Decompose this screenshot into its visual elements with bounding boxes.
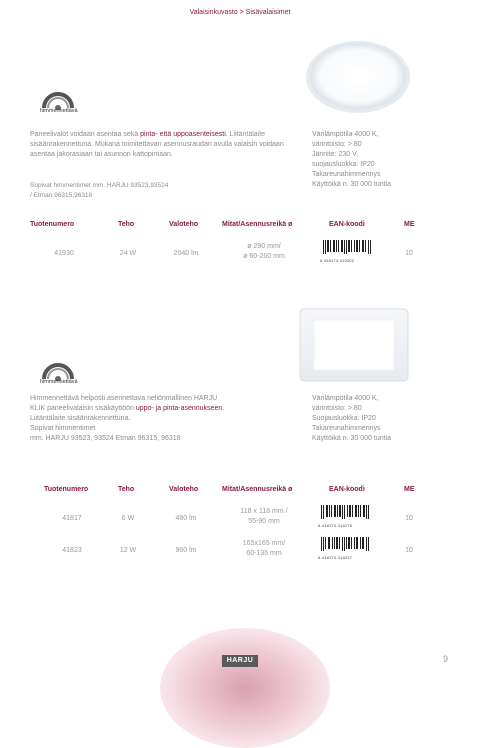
cell-product-number: 41930 <box>54 250 74 257</box>
cell-lumen: 480 lm <box>175 515 197 522</box>
spec-line: Takareunahimmennys <box>312 171 381 178</box>
spec-line: värintoisto: > 80 <box>312 141 362 148</box>
cell-power: 24 W <box>119 250 137 257</box>
dimmable-icon <box>40 84 76 110</box>
spec-line: Suojausluokka: IP20 <box>312 415 376 422</box>
col-header-power: Teho <box>118 221 135 228</box>
dimmer-note: Sopivat himmentimet mm. HARJU 93523,93524 <box>30 182 169 189</box>
specs-list <box>312 130 391 190</box>
description-text: . Liitäntälaite sisäänrakennettuna. Mukana toimitettavan asennusraudan avulla valaisin voidaan asentaa jakorasiaan tai asunnon kattopintaan. <box>30 131 284 158</box>
description-highlight: uppo- ja pinta-asennukseen <box>135 405 223 412</box>
dimension-line: 165x165 mm/ <box>242 540 286 547</box>
footer-decoration <box>160 628 330 748</box>
dimension-line: ø 290 mm/ <box>247 243 281 250</box>
cell-product-number: 41817 <box>62 515 82 522</box>
dimension-line: 118 x 118 mm / <box>240 508 288 515</box>
cell-dimensions <box>224 242 304 262</box>
square-panel-image <box>298 307 412 383</box>
col-header-product-number: Tuotenumero <box>44 486 89 493</box>
round-panel-image <box>300 38 420 118</box>
col-header-dimensions: Mitat/Asennusreikä ø <box>222 486 293 493</box>
cell-me: 10 <box>405 250 413 257</box>
ean-barcode <box>320 240 374 263</box>
cell-me: 10 <box>405 547 413 554</box>
spec-line: Käyttöikä n. 30 000 tuntia <box>312 435 391 442</box>
description-text: . <box>222 405 225 412</box>
spec-line: Värilämpötila 4000 K, <box>312 395 379 402</box>
col-header-lumen: Valoteho <box>169 221 199 228</box>
breadcrumb: Valaisinkuvasto > Sisävalaisimet <box>189 9 291 16</box>
cell-power: 6 W <box>121 515 135 522</box>
dimmable-badge <box>40 355 76 385</box>
cell-dimensions <box>224 539 304 559</box>
description-text: KLIK paneelivalaisin sisäkäyttöön <box>30 405 136 412</box>
spec-line: Jännite: 230 V, <box>312 151 359 158</box>
col-header-dimensions: Mitat/Asennusreikä ø <box>222 221 293 228</box>
cell-power: 12 W <box>119 547 137 554</box>
col-header-power: Teho <box>118 486 135 493</box>
description-text: Paneelivalot voidaan asentaa sekä <box>30 131 141 138</box>
col-header-me: ME <box>404 221 415 228</box>
ean-barcode <box>318 537 372 560</box>
dimmable-icon <box>40 355 76 381</box>
ean-number: 6 438174 418176 <box>318 523 353 528</box>
cell-me: 10 <box>405 515 413 522</box>
col-header-ean: EAN-koodi <box>329 486 365 493</box>
spec-line: Takareunahimmennys <box>312 425 381 432</box>
product-description <box>30 130 290 160</box>
description-text: Himmennettävä helposti asennettava neliönmallinen HARJU <box>30 395 218 402</box>
specs-list <box>312 394 391 444</box>
dimension-line: ø 60-260 mm <box>243 253 285 260</box>
spec-line: Värilämpötila 4000 K, <box>312 131 379 138</box>
cell-product-number: 41823 <box>62 547 82 554</box>
cell-lumen: 2040 lm <box>173 250 199 257</box>
ean-number: 6 438174 419302 <box>320 258 355 263</box>
dimmer-note: / Etman 96315,96318 <box>30 192 93 199</box>
barcode-image <box>318 537 372 553</box>
dimension-line: 55-90 mm <box>248 518 280 525</box>
spec-line: suojausluokka: IP20 <box>312 161 375 168</box>
dimension-line: 60-135 mm <box>246 550 282 557</box>
spec-line: värintoisto: > 80 <box>312 405 362 412</box>
cell-lumen: 960 lm <box>175 547 197 554</box>
description-text: Sopivat himmentimet <box>30 425 96 432</box>
description-text: Liitäntälaite sisäänrakennettuna. <box>30 415 131 422</box>
col-header-lumen: Valoteho <box>169 486 199 493</box>
dimmable-label: himmennettävä <box>40 379 78 385</box>
description-highlight: pinta- että uppoasenteisesti <box>140 131 226 138</box>
ean-number: 6 438174 418237 <box>318 555 353 560</box>
description-text: mm. HARJU 93523, 93524 Etman 96315, 96318 <box>30 435 181 442</box>
col-header-product-number: Tuotenumero <box>30 221 75 228</box>
col-header-me: ME <box>404 486 415 493</box>
page-number: 9 <box>443 654 449 664</box>
dimmable-badge <box>40 84 76 114</box>
col-header-ean: EAN-koodi <box>329 221 365 228</box>
barcode-image <box>318 505 372 521</box>
spec-line: Käyttöikä n. 30 000 tuntia <box>312 181 391 188</box>
harju-logo: HARJU <box>222 655 258 667</box>
ean-barcode <box>318 505 372 528</box>
product-description <box>30 394 300 444</box>
barcode-image <box>320 240 374 256</box>
dimmable-label: himmennettävä <box>40 108 78 114</box>
cell-dimensions <box>224 507 304 527</box>
